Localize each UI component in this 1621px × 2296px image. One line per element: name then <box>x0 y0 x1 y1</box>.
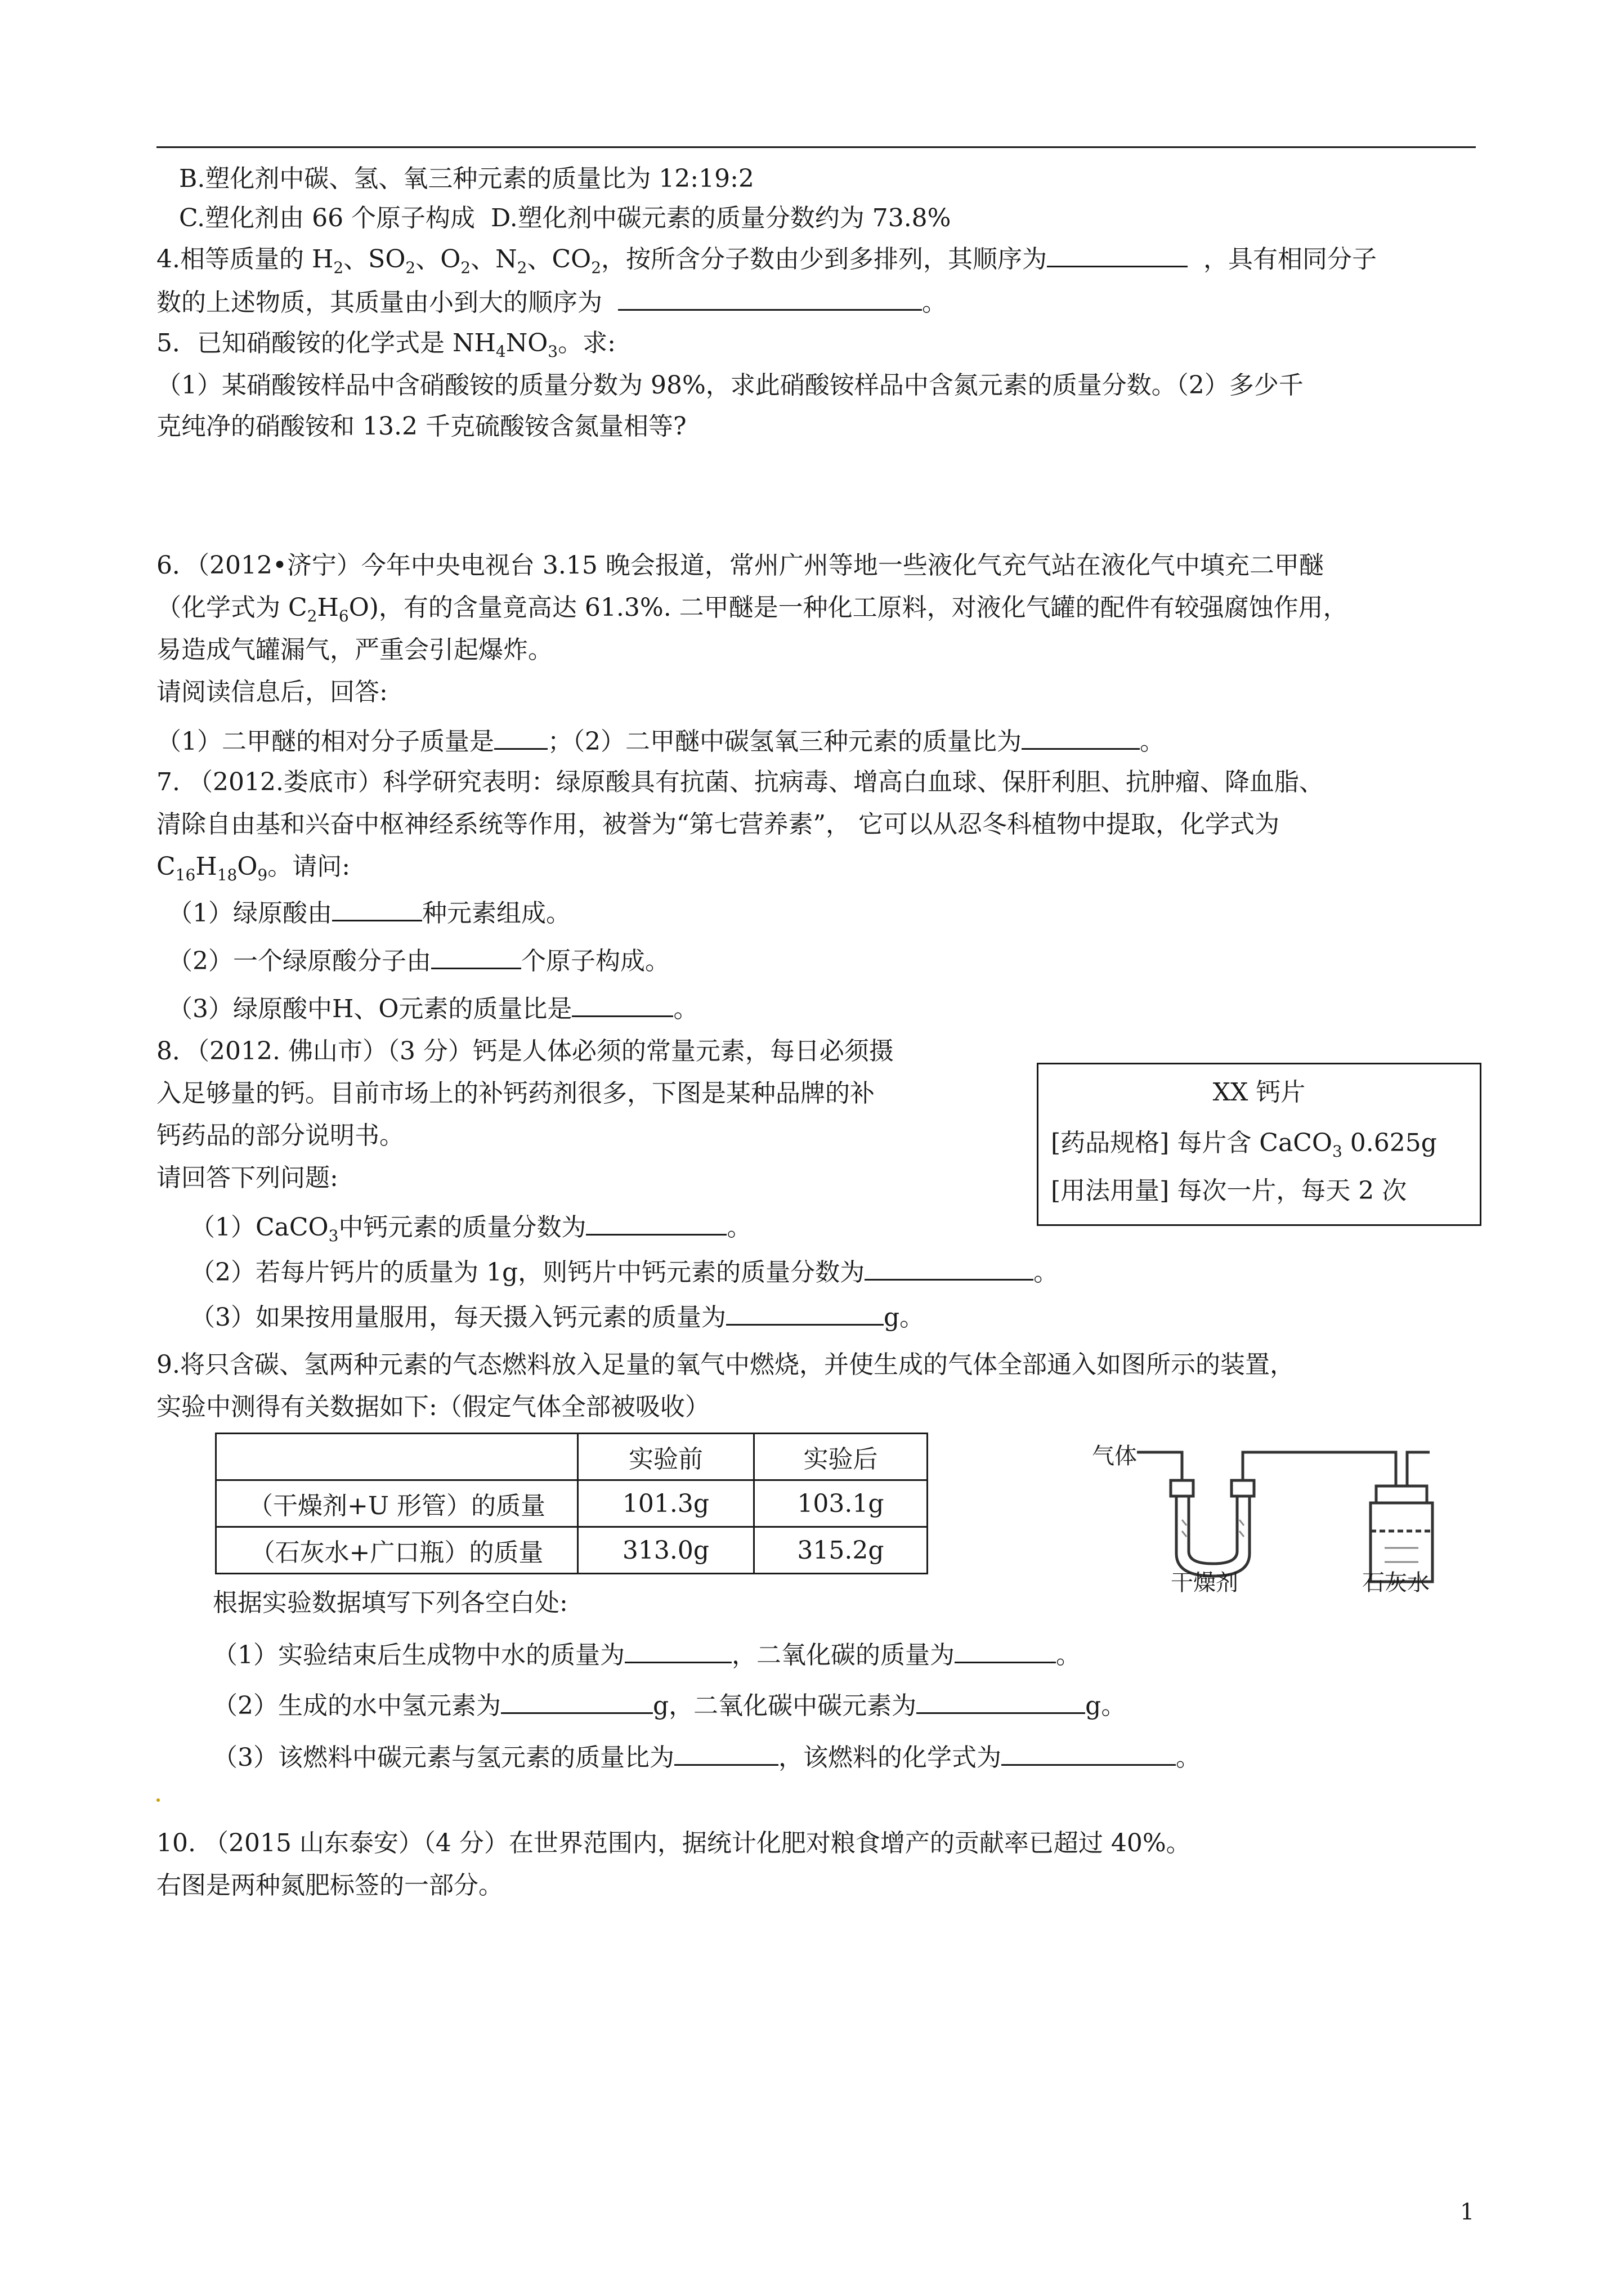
answer-blank[interactable] <box>586 1209 727 1236</box>
table-header-cell: 实验前 <box>578 1434 754 1480</box>
question-7-line-1: 7. （2012.娄底市）科学研究表明：绿原酸具有抗菌、抗病毒、增高白血球、保肝利胆、抗肿瘤、降血脂、 <box>156 768 1324 796</box>
question-8-line-1: 8．（2012. 佛山市）（3 分）钙是人体必须的常量元素，每日必须摄 <box>156 1037 894 1066</box>
question-4-line-2: 数的上述物质，其质量由小到大的顺序为 。 <box>156 284 947 320</box>
option-c-d: C.塑化剂由 66 个原子构成 D.塑化剂中碳元素的质量分数约为 73.8% <box>179 204 951 232</box>
answer-blank[interactable] <box>332 895 422 921</box>
question-9-line-3: 根据实验数据填写下列各空白处: <box>213 1588 568 1617</box>
question-6-line-5: （1）二甲醚的相对分子质量是 ；（2）二甲醚中碳氢氧三种元素的质量比为 。 <box>156 723 1165 759</box>
header-rule <box>156 146 1476 148</box>
question-8-part-1: （1）CaCO$_3$中钙元素的质量分数为 。 <box>190 1209 751 1245</box>
stray-mark <box>156 1798 160 1802</box>
question-9-part-3: （3）该燃料中碳元素与氢元素的质量比为 ，该燃料的化学式为 。 <box>213 1739 1201 1775</box>
question-8-line-3: 钙药品的部分说明书。 <box>156 1121 404 1150</box>
answer-blank[interactable] <box>494 723 548 750</box>
table-cell: 313.0g <box>578 1527 754 1574</box>
desiccant-label: 干燥剂 <box>1171 1570 1238 1593</box>
apparatus-hatching <box>1182 1520 1418 1562</box>
calcium-tablet-label <box>1037 1063 1481 1226</box>
question-5-line-1: 5．已知硝酸铵的化学式是 $NH_4NO_3$。求: <box>156 329 616 361</box>
question-5-line-3: 克纯净的硝酸铵和 13.2 千克硫酸铵含氮量相等? <box>156 412 687 441</box>
table-cell: 103.1g <box>754 1480 928 1527</box>
calcium-label-title: XX 钙片 <box>1212 1078 1306 1107</box>
answer-blank[interactable] <box>1022 723 1140 750</box>
calcium-label-spec: [药品规格] 每片含 CaCO$_3$ 0.625g <box>1051 1129 1437 1161</box>
question-8-line-2: 入足够量的钙。目前市场上的补钙药剂很多，下图是某种品牌的补 <box>156 1079 875 1108</box>
table-cell: （干燥剂+U 形管）的质量 <box>216 1480 578 1527</box>
question-8-part-2: （2）若每片钙片的质量为 1g，则钙片中钙元素的质量分数为 。 <box>190 1254 1058 1290</box>
question-9-line-2: 实验中测得有关数据如下:（假定气体全部被吸收） <box>156 1393 710 1421</box>
limewater-label: 石灰水 <box>1362 1570 1430 1593</box>
table-header-row <box>216 1434 928 1480</box>
table-cell: 101.3g <box>578 1480 754 1527</box>
answer-blank[interactable] <box>1047 241 1188 267</box>
question-8-line-4: 请回答下列问题: <box>156 1163 338 1192</box>
answer-blank[interactable] <box>625 1637 732 1663</box>
question-10-line-1: 10. （2015 山东泰安）（4 分）在世界范围内，据统计化肥对粮食增产的贡献率已超过 40%。 <box>156 1829 1191 1858</box>
experiment-apparatus-figure <box>1092 1418 1520 1593</box>
table-header-cell: 实验后 <box>754 1434 928 1480</box>
question-6-line-3: 易造成气罐漏气，严重会引起爆炸。 <box>156 635 553 664</box>
question-9-part-2: （2）生成的水中氢元素为 g，二氧化碳中碳元素为 g。 <box>213 1688 1126 1723</box>
question-6-line-2: （化学式为 $C_2H_6O$)，有的含量竟高达 61.3%. 二甲醚是一种化工原料，对液化气罐的配件有较强腐蚀作用， <box>156 593 1348 625</box>
question-9-part-1: （1）实验结束后生成物中水的质量为 ，二氧化碳的质量为 。 <box>213 1637 1081 1672</box>
question-6-line-4: 请阅读信息后，回答: <box>156 678 388 706</box>
gas-label: 气体 <box>1092 1443 1137 1469</box>
answer-blank[interactable] <box>726 1299 884 1326</box>
question-9-line-1: 9.将只含碳、氢两种元素的气态燃料放入足量的氧气中燃烧，并使生成的气体全部通入如图所示的装置， <box>156 1350 1295 1379</box>
experiment-data-table <box>215 1433 928 1574</box>
table-cell: （石灰水+广口瓶）的质量 <box>216 1527 578 1574</box>
answer-blank[interactable] <box>572 991 673 1017</box>
question-7-part-1: （1）绿原酸由 种元素组成。 <box>168 895 571 930</box>
page-number: 1 <box>1460 2199 1475 2225</box>
answer-blank[interactable] <box>865 1254 1033 1281</box>
calcium-label-usage: [用法用量] 每次一片，每天 2 次 <box>1051 1176 1407 1205</box>
question-7-line-2: 清除自由基和兴奋中枢神经系统等作用，被誉为“第七营养素”， 它可以从忍冬科植物中提取，化学式为 <box>156 810 1279 839</box>
answer-blank[interactable] <box>955 1637 1056 1663</box>
answer-blank[interactable] <box>618 284 922 311</box>
question-6-line-1: 6．（2012•济宁）今年中央电视台 3.15 晚会报道，常州广州等地一些液化气充气站在液化气中填充二甲醚 <box>156 551 1324 580</box>
answer-blank[interactable] <box>674 1739 778 1766</box>
question-7-part-2: （2）一个绿原酸分子由 个原子构成。 <box>168 943 670 978</box>
question-5-line-2: （1）某硝酸铵样品中含硝酸铵的质量分数为 98%，求此硝酸铵样品中含氮元素的质量分数。（2）多少千 <box>156 371 1304 400</box>
question-10-line-2: 右图是两种氮肥标签的一部分。 <box>156 1871 503 1900</box>
answer-blank[interactable] <box>431 943 521 969</box>
question-7-line-3: $C_{16}H_{18}O_9$。请问: <box>156 852 351 884</box>
table-row <box>216 1527 928 1574</box>
option-b: B.塑化剂中碳、氢、氧三种元素的质量比为 12:19:2 <box>179 164 754 193</box>
table-cell: 315.2g <box>754 1527 928 1574</box>
answer-blank[interactable] <box>1001 1739 1176 1766</box>
answer-blank[interactable] <box>501 1688 653 1714</box>
question-4-line-1: 4.相等质量的 $H_2$、$SO_2$、$O_2$、$N_2$、$CO_2$，按所含分子数由少到多排列，其顺序为 ，具有相同分子 <box>156 241 1377 276</box>
question-8-part-3: （3）如果按用量服用，每天摄入钙元素的质量为 g。 <box>190 1299 924 1335</box>
question-7-part-3: （3）绿原酸中H、O元素的质量比是 。 <box>168 991 698 1026</box>
table-row <box>216 1480 928 1527</box>
answer-blank[interactable] <box>916 1688 1085 1714</box>
table-header-cell <box>216 1434 578 1480</box>
